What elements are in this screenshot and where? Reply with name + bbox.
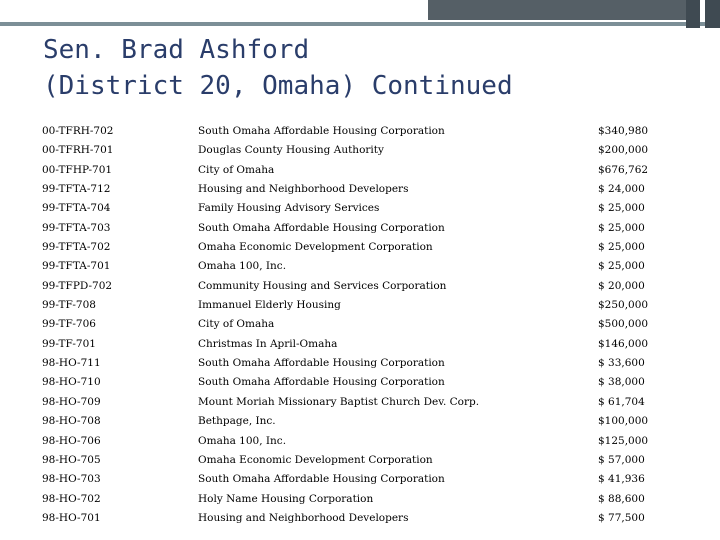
amount-cell: $ 24,000 (598, 183, 645, 196)
recipient-cell: Omaha 100, Inc. (198, 260, 287, 273)
recipient-cell: Christmas In April-Omaha (198, 337, 338, 350)
recipient-cell: Immanuel Elderly Housing (198, 299, 341, 312)
recipient-cell: City of Omaha (198, 163, 275, 176)
table-row (42, 393, 670, 412)
table-row (42, 470, 670, 489)
table-row (42, 432, 670, 451)
grants-table (42, 122, 670, 528)
amount-cell: $ 88,600 (598, 492, 645, 505)
grant-code-cell: 99-TFTA-702 (42, 241, 111, 254)
grant-code-cell: 99-TFPD-702 (42, 279, 113, 292)
amount-cell: $200,000 (598, 144, 649, 157)
grant-code-cell: 98-HO-709 (42, 395, 101, 408)
amount-cell: $100,000 (598, 415, 649, 428)
recipient-cell: City of Omaha (198, 318, 275, 331)
table-row (42, 277, 670, 296)
amount-cell: $ 61,704 (598, 395, 645, 408)
grant-code-cell: 99-TFTA-704 (42, 202, 111, 215)
amount-cell: $ 25,000 (598, 202, 645, 215)
amount-cell: $500,000 (598, 318, 649, 331)
amount-cell: $ 38,000 (598, 376, 645, 389)
grant-code-cell: 99-TFTA-701 (42, 260, 111, 273)
recipient-cell: Mount Moriah Missionary Baptist Church Dev. Corp. (198, 395, 480, 408)
amount-cell: $ 25,000 (598, 241, 645, 254)
table-row (42, 509, 670, 528)
grant-code-cell: 98-HO-711 (42, 357, 101, 370)
recipient-cell: South Omaha Affordable Housing Corporation (198, 376, 445, 389)
grant-code-cell: 98-HO-702 (42, 492, 101, 505)
header-block-left (686, 0, 700, 28)
recipient-cell: Omaha Economic Development Corporation (198, 453, 433, 466)
slide-title (43, 32, 513, 104)
amount-cell: $676,762 (598, 163, 649, 176)
grant-code-cell: 98-HO-708 (42, 415, 101, 428)
header-accent-line (0, 22, 720, 26)
amount-cell: $146,000 (598, 337, 649, 350)
amount-cell: $250,000 (598, 299, 649, 312)
table-row (42, 315, 670, 334)
amount-cell: $ 57,000 (598, 453, 645, 466)
table-row (42, 161, 670, 180)
table-row (42, 219, 670, 238)
recipient-cell: South Omaha Affordable Housing Corporation (198, 357, 445, 370)
table-row (42, 451, 670, 470)
amount-cell: $125,000 (598, 434, 649, 447)
table-row (42, 354, 670, 373)
recipient-cell: South Omaha Affordable Housing Corporation (198, 125, 445, 137)
recipient-cell: Holy Name Housing Corporation (198, 492, 374, 505)
table-row (42, 490, 670, 509)
slide-header-bar (0, 0, 720, 36)
grant-code-cell: 98-HO-701 (42, 511, 101, 524)
header-block-right (705, 0, 720, 28)
recipient-cell: South Omaha Affordable Housing Corporation (198, 473, 445, 486)
amount-cell: $ 33,600 (598, 357, 645, 370)
recipient-cell: Omaha Economic Development Corporation (198, 241, 433, 254)
grant-code-cell: 98-HO-705 (42, 453, 101, 466)
table-row (42, 373, 670, 392)
table-row (42, 141, 670, 160)
grant-code-cell: 00-TFRH-702 (42, 125, 114, 137)
amount-cell: $340,980 (598, 125, 649, 137)
table-row (42, 238, 670, 257)
grant-code-cell: 99-TF-708 (42, 299, 96, 312)
slide-title-line-1: Sen. Brad Ashford (43, 35, 310, 65)
amount-cell: $ 41,936 (598, 473, 645, 486)
recipient-cell: South Omaha Affordable Housing Corporation (198, 221, 445, 234)
grant-code-cell: 98-HO-706 (42, 434, 101, 447)
recipient-cell: Bethpage, Inc. (198, 415, 276, 428)
table-row (42, 335, 670, 354)
grant-code-cell: 99-TFTA-712 (42, 183, 111, 196)
grant-code-cell: 00-TFHP-701 (42, 163, 113, 176)
grant-code-cell: 99-TFTA-703 (42, 221, 111, 234)
recipient-cell: Housing and Neighborhood Developers (198, 511, 409, 524)
table-row (42, 296, 670, 315)
table-row (42, 122, 670, 141)
grants-table-body (42, 122, 670, 528)
table-row (42, 412, 670, 431)
recipient-cell: Douglas County Housing Authority (198, 144, 384, 157)
table-row (42, 180, 670, 199)
grant-code-cell: 99-TF-706 (42, 318, 96, 331)
header-dark-strip (428, 0, 686, 20)
grant-code-cell: 98-HO-710 (42, 376, 101, 389)
grant-code-cell: 00-TFRH-701 (42, 144, 114, 157)
recipient-cell: Housing and Neighborhood Developers (198, 183, 409, 196)
table-row (42, 257, 670, 276)
table-row (42, 199, 670, 218)
amount-cell: $ 77,500 (598, 511, 645, 524)
grant-code-cell: 98-HO-703 (42, 473, 101, 486)
grant-code-cell: 99-TF-701 (42, 337, 96, 350)
slide-title-line-2: (District 20, Omaha) Continued (43, 71, 513, 101)
recipient-cell: Family Housing Advisory Services (198, 202, 380, 215)
amount-cell: $ 25,000 (598, 260, 645, 273)
recipient-cell: Omaha 100, Inc. (198, 434, 287, 447)
amount-cell: $ 25,000 (598, 221, 645, 234)
recipient-cell: Community Housing and Services Corporation (198, 279, 447, 292)
amount-cell: $ 20,000 (598, 279, 645, 292)
